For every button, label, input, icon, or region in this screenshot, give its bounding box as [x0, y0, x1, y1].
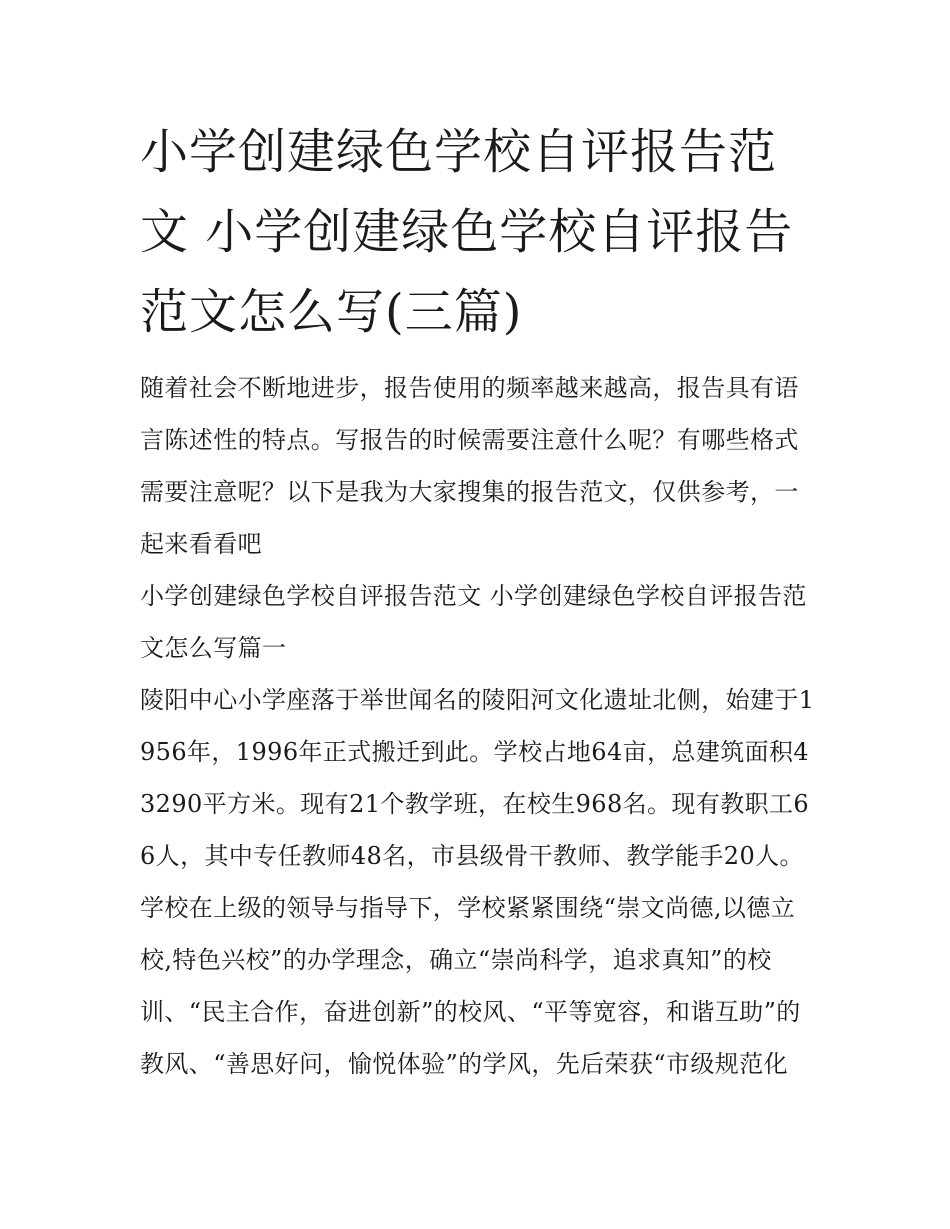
- intro-paragraph: 随着社会不断地进步，报告使用的频率越来越高，报告具有语言陈述性的特点。写报告的时候需要注意什么呢？有哪些格式需要注意呢？以下是我为大家搜集的报告范文，仅供参考，一起来看看吧: [140, 374, 799, 558]
- document-body: [140, 112, 815, 1090]
- section-heading: 小学创建绿色学校自评报告范文 小学创建绿色学校自评报告范文怎么写篇一: [140, 582, 807, 662]
- document-title: 小学创建绿色学校自评报告范文 小学创建绿色学校自评报告范文怎么写(三篇): [140, 124, 794, 340]
- school-overview-paragraph: 陵阳中心小学座落于举世闻名的陵阳河文化遗址北侧，始建于1956年，1996年正式搬迁到此。学校占地64亩，总建筑面积43290平方米。现有21个教学班，在校生968名。现有教职工66人，其中专任教师48名，市县级骨干教师、教学能手20人。: [140, 686, 815, 870]
- school-philosophy-paragraph: 学校在上级的领导与指导下，学校紧紧围绕“崇文尚德,以德立校,特色兴校”的办学理念，确立“崇尚科学，追求真知”的校训、“民主合作，奋进创新”的校风、“平等宽容，和谐互助”的教风、“善思好问，愉悦体验”的学风，先后荣获“市级规范化: [140, 894, 801, 1078]
